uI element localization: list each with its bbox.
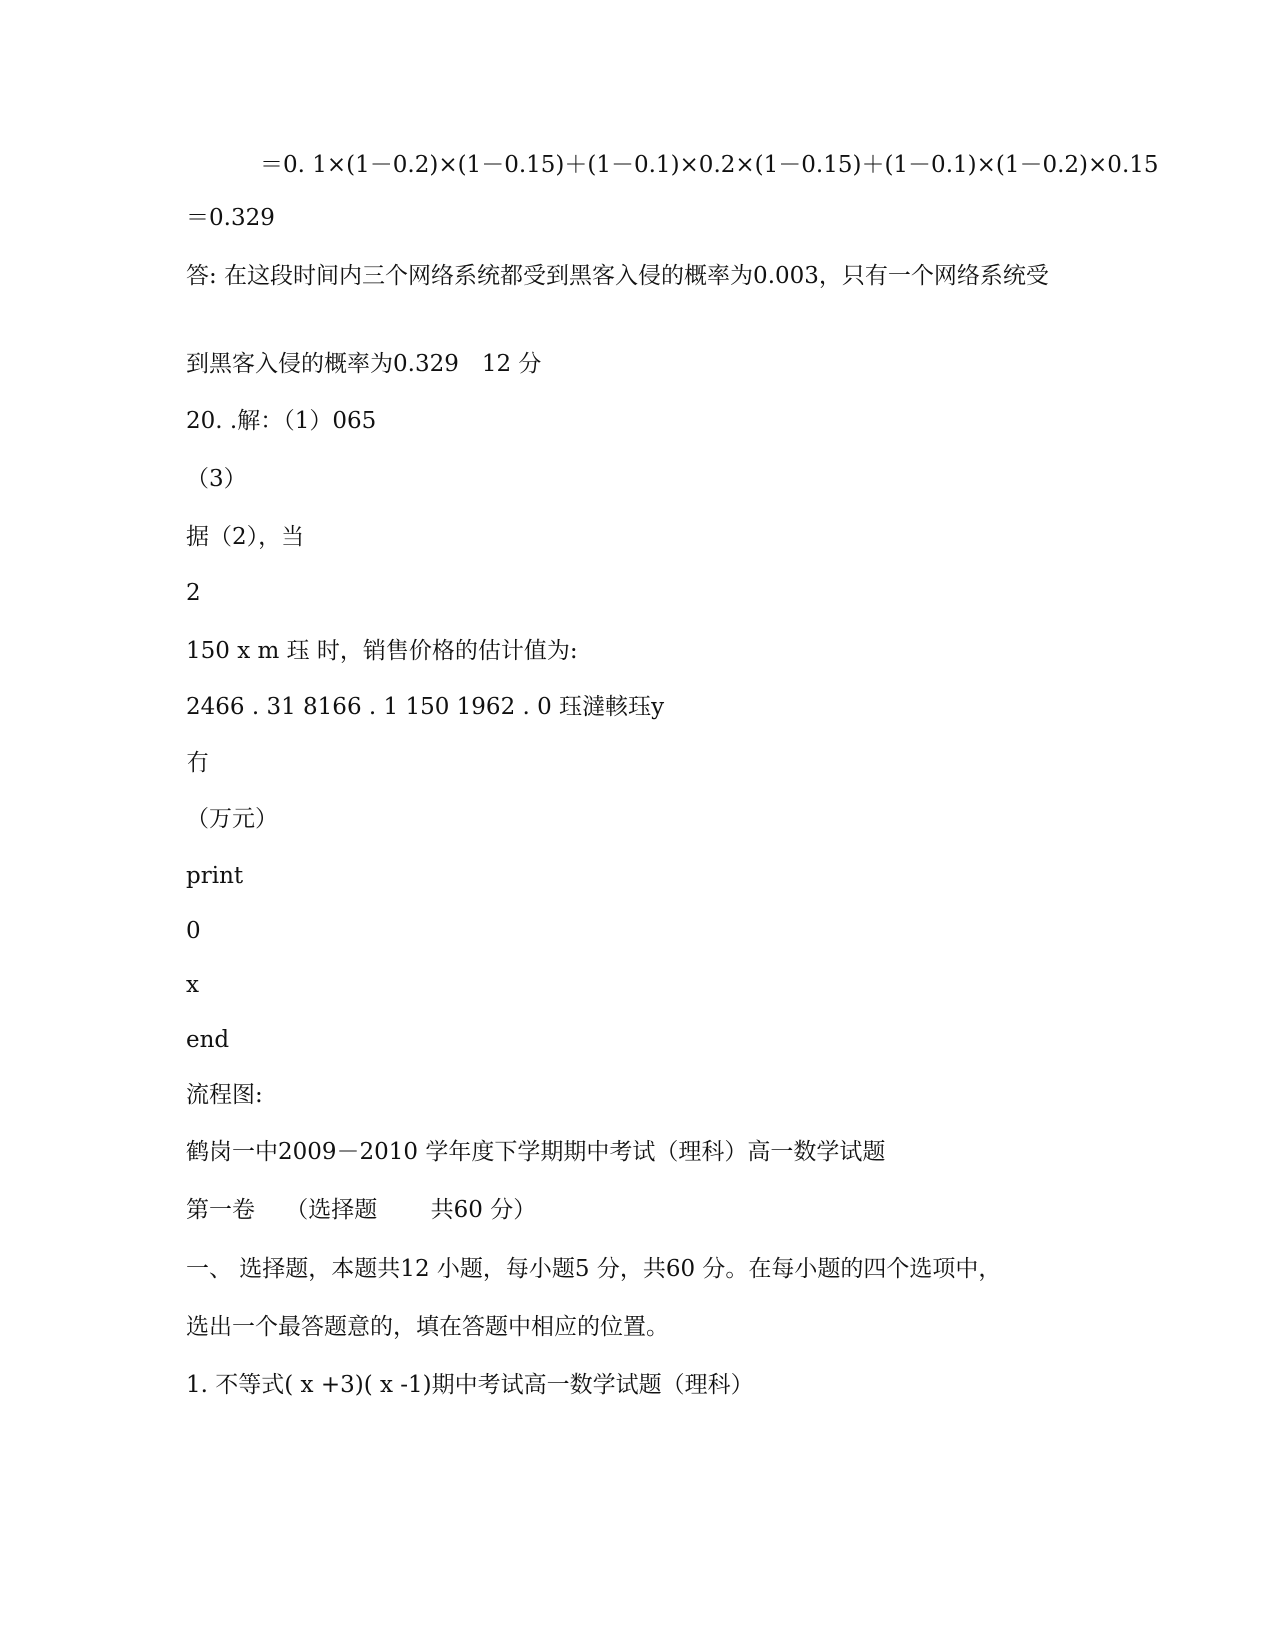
- probability-calculation: ＝0. 1×(1－0.2)×(1－0.15)＋(1－0.1)×0.2×(1－0.15)＋(1－0.1)×(1－0.2)×0.15: [260, 152, 1159, 178]
- probability-result: ＝0.329: [186, 205, 275, 231]
- question-20-heading: 20. .解：（1）065: [186, 408, 377, 434]
- text-line: 2466 . 31 8166 . 1 150 1962 . 0 珏澾輆珏y: [186, 694, 665, 720]
- text-line: 150 x m 珏 时，销售价格的估计值为:: [186, 638, 578, 664]
- exam-title: 鹤岗一中2009－2010 学年度下学期期中考试（理科）高一数学试题: [186, 1139, 886, 1165]
- code-line-zero: 0: [186, 918, 201, 944]
- text-line: 2: [186, 580, 201, 606]
- text-line: 据（2），当: [186, 524, 305, 550]
- code-line-print: print: [186, 863, 244, 889]
- text-line: 冇: [186, 750, 209, 776]
- instructions-line-2: 选出一个最答题意的，填在答题中相应的位置。: [186, 1314, 669, 1340]
- code-line-x: x: [186, 972, 199, 998]
- code-line-end: end: [186, 1027, 230, 1053]
- flowchart-label: 流程图:: [186, 1082, 263, 1108]
- answer-paragraph: 答: 在这段时间内三个网络系统都受到黑客入侵的概率为0.003，只有一个网络系统受: [186, 263, 1049, 289]
- unit-label: （万元）: [186, 806, 278, 832]
- answer-continuation: 到黑客入侵的概率为0.329 12 分: [186, 351, 542, 377]
- section-heading: 第一卷 （选择题 共60 分）: [186, 1197, 537, 1223]
- part-3-label: （3）: [186, 466, 247, 492]
- question-1: 1. 不等式( x +3)( x -1)期中考试高一数学试题（理科）: [186, 1372, 754, 1398]
- instructions-line-1: 一、 选择题，本题共12 小题，每小题5 分，共60 分。在每小题的四个选项中，: [186, 1256, 1002, 1282]
